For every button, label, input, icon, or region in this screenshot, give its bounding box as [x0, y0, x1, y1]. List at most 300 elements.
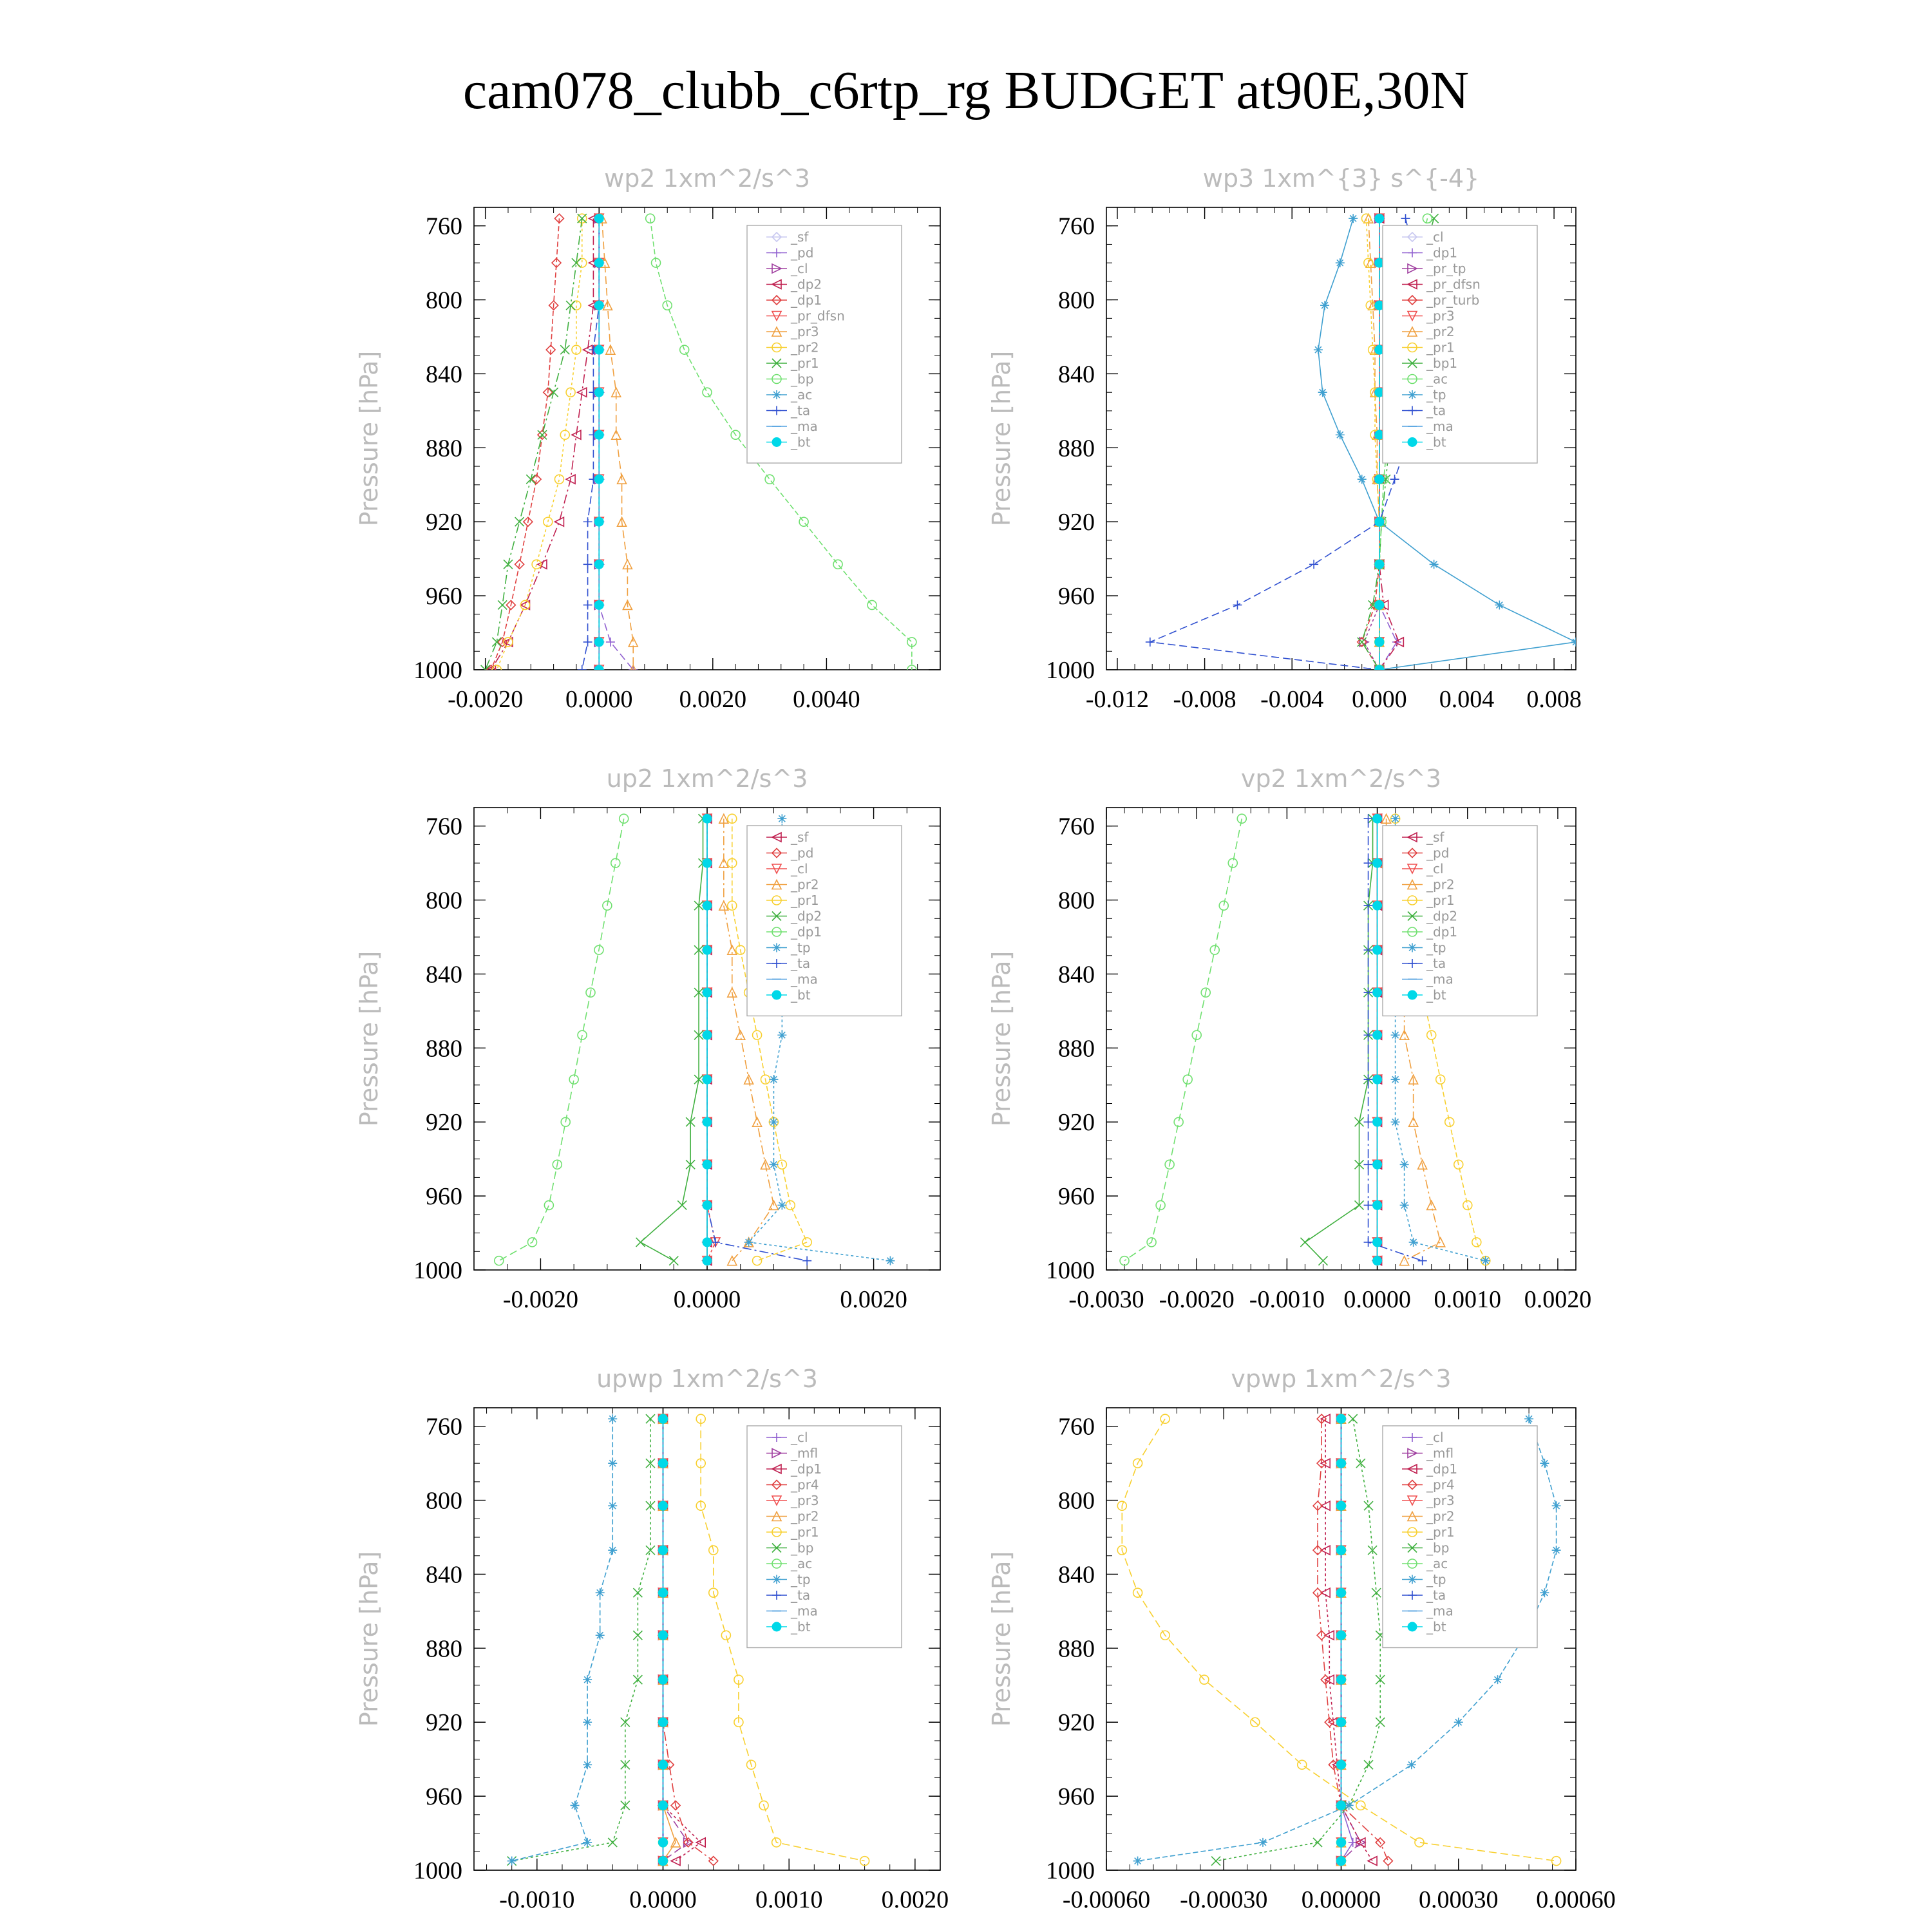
y-tick-label: 760: [1058, 813, 1095, 840]
data-point: [1364, 1238, 1373, 1247]
legend-entry: _pr4: [791, 1477, 819, 1493]
data-point: [1313, 1838, 1322, 1847]
data-point: [1211, 1857, 1220, 1866]
y-tick-label: 920: [1058, 1709, 1095, 1737]
y-axis-label: Pressure [hPa]: [987, 1551, 1016, 1727]
y-tick-label: 840: [426, 1561, 462, 1589]
legend-entry: _tp: [1426, 387, 1446, 402]
y-tick-label: 920: [426, 1709, 462, 1737]
data-point: [1300, 1238, 1309, 1247]
data-point: [1375, 665, 1384, 674]
legend-entry: _ma: [1426, 971, 1454, 987]
data-point: [646, 1414, 655, 1423]
x-tick-label: -0.00060: [1062, 1886, 1151, 1913]
data-point: [1373, 1256, 1382, 1265]
legend-entry: _cl: [791, 261, 808, 276]
data-point: [594, 665, 603, 674]
data-point: [636, 1238, 645, 1247]
data-point: [1298, 1760, 1307, 1769]
data-point: [1454, 1718, 1463, 1727]
legend-entry: _dp1: [791, 1461, 822, 1477]
data-point: [594, 600, 603, 609]
data-point: [633, 1631, 642, 1640]
legend-entry: _pr4: [1426, 1477, 1455, 1493]
y-tick-label: 880: [426, 435, 462, 462]
data-point: [721, 1631, 730, 1640]
y-tick-label: 800: [426, 887, 462, 914]
legend-entry: _pr2: [1426, 876, 1455, 893]
data-point: [1349, 1414, 1358, 1423]
data-point: [659, 1675, 668, 1684]
legend-entry: _tp: [1426, 1571, 1446, 1587]
data-point: [549, 388, 558, 397]
data-point: [1364, 1501, 1373, 1510]
data-point: [554, 517, 564, 526]
data-point: [711, 1238, 720, 1247]
legend-entry: _pr_dfsn: [791, 308, 845, 324]
y-tick-label: 1000: [413, 1257, 462, 1284]
data-point: [1463, 1200, 1472, 1209]
data-point: [669, 1256, 678, 1265]
y-tick-label: 760: [1058, 213, 1095, 240]
legend-entry: _ac: [1426, 371, 1448, 387]
legend-entry: _pr3: [791, 1493, 819, 1508]
data-point: [719, 901, 728, 910]
y-axis-label: Pressure [hPa]: [355, 350, 383, 527]
data-point: [1364, 814, 1373, 823]
data-point: [1233, 600, 1242, 609]
data-point: [1375, 600, 1384, 609]
legend-marker: [772, 990, 781, 999]
data-point: [1552, 1546, 1561, 1555]
data-point: [1481, 1256, 1490, 1265]
y-tick-label: 880: [1058, 1035, 1095, 1063]
y-tick-label: 1000: [413, 1857, 462, 1884]
y-tick-label: 960: [1058, 1783, 1095, 1811]
data-point: [1358, 475, 1367, 484]
data-point: [659, 1760, 668, 1769]
legend-entry: _dp2: [791, 908, 822, 924]
legend-entry: _mfl: [1426, 1445, 1454, 1461]
data-point: [1400, 1160, 1409, 1169]
data-point: [659, 1459, 668, 1468]
data-point: [1373, 1160, 1382, 1169]
legend-entry: _tp: [791, 1571, 811, 1587]
data-point: [765, 475, 774, 484]
legend-entry: _pr2: [1426, 324, 1455, 339]
x-tick-label: -0.00030: [1180, 1886, 1268, 1913]
x-tick-label: -0.0010: [499, 1886, 575, 1913]
data-point: [659, 1414, 668, 1423]
data-point: [1375, 475, 1384, 484]
legend: [1383, 826, 1537, 1016]
data-point: [583, 517, 592, 526]
y-tick-label: 960: [1058, 1183, 1095, 1211]
data-point: [594, 258, 603, 267]
data-point: [703, 1160, 712, 1169]
series-line-dp1: [499, 819, 624, 1260]
legend-entry: _pr1: [1426, 1524, 1455, 1540]
data-point: [594, 475, 603, 484]
data-point: [1373, 1075, 1382, 1084]
legend-box: [1383, 826, 1537, 1016]
data-point: [769, 1160, 778, 1169]
data-point: [1391, 1117, 1400, 1126]
series-line-bp: [512, 1419, 650, 1861]
series-line-dp2: [1305, 819, 1372, 1260]
legend-entry: _pr_dfsn: [1426, 276, 1481, 292]
data-point: [1391, 1075, 1400, 1084]
data-point: [1436, 1238, 1445, 1247]
y-tick-label: 960: [426, 1183, 462, 1211]
data-point: [659, 1718, 668, 1727]
data-point: [1376, 1718, 1385, 1727]
data-point: [1349, 214, 1358, 223]
panel-3: [355, 764, 940, 1313]
data-point: [1540, 1588, 1549, 1597]
legend-entry: _pr3: [791, 324, 819, 339]
legend-entry: _bt: [791, 434, 811, 450]
x-tick-label: -0.0030: [1068, 1286, 1144, 1313]
legend-entry: _bp: [1426, 1540, 1450, 1556]
legend-entry: _pr1: [1426, 339, 1455, 355]
data-point: [596, 1631, 605, 1640]
figure-title: cam078_clubb_c6rtp_rg BUDGET at90E,30N: [462, 61, 1470, 120]
legend-entry: _ac: [791, 387, 813, 402]
legend-entry: _cl: [791, 1430, 808, 1445]
legend-entry: _pr1: [791, 355, 819, 371]
data-point: [1337, 1414, 1346, 1423]
legend-entry: _sf: [1426, 829, 1444, 845]
data-point: [786, 1200, 795, 1209]
legend-entry: _pr_turb: [1426, 292, 1480, 308]
y-tick-label: 760: [426, 1413, 462, 1441]
panel-2: [987, 164, 1582, 713]
data-point: [608, 1459, 617, 1468]
data-point: [611, 858, 620, 867]
legend-marker: [1408, 390, 1417, 399]
data-point: [1373, 988, 1382, 997]
legend-entry: _cl: [1426, 1430, 1444, 1445]
data-point: [498, 600, 507, 609]
y-tick-label: 960: [1058, 583, 1095, 611]
legend-entry: _ma: [791, 1603, 818, 1619]
data-point: [594, 560, 603, 569]
legend-entry: _pr1: [791, 893, 819, 908]
data-point: [1356, 1459, 1365, 1468]
x-tick-label: 0.0020: [1524, 1286, 1592, 1313]
legend-entry: _ta: [791, 1587, 811, 1603]
data-point: [583, 1838, 592, 1847]
legend-entry: _bt: [791, 1619, 811, 1634]
data-point: [659, 1588, 668, 1597]
data-point: [608, 1546, 617, 1555]
y-axis-label: Pressure [hPa]: [355, 1551, 383, 1727]
legend-entry: _ta: [1426, 956, 1446, 971]
data-point: [1364, 1200, 1373, 1209]
data-point: [608, 1414, 617, 1423]
data-point: [769, 1117, 778, 1126]
data-point: [608, 1838, 617, 1847]
data-point: [777, 814, 786, 823]
panel-1: [355, 164, 940, 713]
data-point: [1524, 1414, 1533, 1423]
data-point: [1364, 1760, 1373, 1769]
data-point: [1373, 901, 1382, 910]
legend-entry: _pr3: [1426, 1493, 1455, 1508]
y-tick-label: 880: [1058, 435, 1095, 462]
legend-entry: _ma: [1426, 419, 1454, 434]
legend-entry: _pr2: [791, 339, 819, 355]
x-tick-label: 0.0020: [679, 686, 747, 713]
series-line-dp2: [491, 218, 593, 670]
data-point: [1337, 1501, 1346, 1510]
data-point: [1373, 1117, 1382, 1126]
series-line-pr4: [663, 1419, 714, 1861]
data-point: [769, 1075, 778, 1084]
data-point: [583, 1760, 592, 1769]
data-point: [1228, 858, 1237, 867]
data-point: [515, 517, 524, 526]
series-line-bp: [1216, 1419, 1380, 1861]
legend-marker: [1408, 438, 1417, 447]
legend-entry: _bt: [1426, 1619, 1446, 1634]
data-point: [594, 517, 603, 526]
panel-4: [987, 764, 1591, 1313]
y-tick-label: 880: [426, 1035, 462, 1063]
data-point: [1430, 560, 1439, 569]
legend-entry: _dp1: [791, 924, 822, 940]
y-tick-label: 800: [1058, 1487, 1095, 1515]
data-point: [659, 1501, 668, 1510]
y-tick-label: 920: [426, 509, 462, 536]
legend-entry: _cl: [1426, 861, 1444, 876]
data-point: [1320, 301, 1329, 310]
data-point: [1258, 1838, 1267, 1847]
data-point: [1364, 1160, 1373, 1169]
x-tick-label: 0.0010: [755, 1886, 823, 1913]
legend-entry: _pr2: [791, 876, 819, 893]
legend-box: [1383, 1426, 1537, 1648]
data-point: [1390, 475, 1399, 484]
legend: [1383, 1426, 1537, 1648]
y-axis-label: Pressure [hPa]: [355, 951, 383, 1127]
legend-entry: _cl: [791, 861, 808, 876]
data-point: [633, 1588, 642, 1597]
data-point: [1383, 1857, 1392, 1866]
data-point: [608, 1501, 617, 1510]
legend-entry: _ta: [1426, 1587, 1446, 1603]
legend-entry: _dp2: [1426, 908, 1458, 924]
data-point: [1375, 517, 1384, 526]
data-point: [703, 1238, 712, 1247]
data-point: [594, 301, 603, 310]
panel-title: upwp 1xm^2/s^3: [596, 1365, 818, 1393]
legend-entry: _tp: [1426, 940, 1446, 956]
y-tick-label: 960: [426, 1783, 462, 1811]
legend: [747, 826, 902, 1016]
data-point: [777, 1030, 786, 1039]
legend-entry: _ta: [791, 956, 811, 971]
legend-entry: _ta: [791, 402, 811, 419]
data-point: [1364, 858, 1373, 867]
data-point: [1571, 638, 1580, 647]
legend-entry: _bt: [791, 987, 811, 1003]
legend-entry: _bt: [1426, 434, 1446, 450]
y-tick-label: 880: [1058, 1635, 1095, 1663]
legend-entry: _dp1: [791, 292, 822, 308]
data-point: [1337, 1857, 1346, 1866]
y-tick-label: 920: [1058, 509, 1095, 536]
data-point: [583, 1718, 592, 1727]
series-line-dp1: [1124, 819, 1242, 1260]
legend-marker: [772, 1575, 781, 1584]
data-point: [1318, 1256, 1327, 1265]
legend-entry: _ac: [791, 1556, 813, 1571]
x-tick-label: 0.00000: [1301, 1886, 1381, 1913]
data-point: [802, 1256, 811, 1265]
data-point: [1373, 1030, 1382, 1039]
data-point: [1146, 638, 1155, 647]
data-point: [703, 388, 712, 397]
legend-entry: _dp1: [1426, 924, 1458, 940]
legend-entry: _pr1: [791, 1524, 819, 1540]
legend-entry: _sf: [791, 229, 809, 245]
legend-entry: _pr2: [1426, 1508, 1455, 1524]
legend-box: [747, 826, 902, 1016]
x-tick-label: 0.0020: [840, 1286, 907, 1313]
data-point: [703, 945, 712, 954]
panel-6: [987, 1365, 1616, 1913]
data-point: [1375, 214, 1384, 223]
legend: [1383, 225, 1537, 463]
legend-marker: [772, 943, 781, 952]
x-tick-label: -0.0020: [502, 1286, 579, 1313]
data-point: [1309, 560, 1318, 569]
x-tick-label: 0.00060: [1536, 1886, 1616, 1913]
panel-title: wp2 1xm^2/s^3: [604, 164, 810, 193]
data-point: [703, 858, 712, 867]
data-point: [1337, 1718, 1346, 1727]
data-point: [578, 665, 587, 674]
y-axis-label: Pressure [hPa]: [987, 350, 1016, 527]
legend-entry: _pr3: [1426, 308, 1455, 324]
data-point: [1373, 1238, 1382, 1247]
data-point: [1401, 214, 1410, 223]
legend-entry: _dp1: [1426, 245, 1458, 261]
data-point: [1472, 1238, 1481, 1247]
x-tick-label: 0.0020: [881, 1886, 949, 1913]
x-tick-label: 0.0000: [565, 686, 633, 713]
data-point: [507, 1857, 516, 1866]
data-point: [659, 1546, 668, 1555]
panel-title: up2 1xm^2/s^3: [606, 764, 808, 793]
data-point: [703, 1200, 712, 1209]
data-point: [703, 1075, 712, 1084]
data-point: [659, 1801, 668, 1810]
series-line-dp1: [663, 1419, 701, 1861]
data-point: [1373, 814, 1382, 823]
y-tick-label: 840: [426, 961, 462, 989]
data-point: [1391, 1030, 1400, 1039]
data-point: [504, 560, 513, 569]
data-point: [659, 1631, 668, 1640]
x-tick-label: 0.0040: [793, 686, 860, 713]
legend-entry: _ma: [791, 971, 818, 987]
data-point: [1318, 388, 1327, 397]
legend-entry: _pd: [791, 245, 814, 261]
data-point: [777, 1200, 786, 1209]
data-point: [1337, 1760, 1346, 1769]
data-point: [1337, 1801, 1346, 1810]
x-tick-label: 0.000: [1352, 686, 1407, 713]
data-point: [1373, 945, 1382, 954]
legend-marker: [772, 390, 781, 399]
panel-title: vp2 1xm^2/s^3: [1240, 764, 1442, 793]
legend-entry: _tp: [791, 940, 811, 956]
legend-entry: _ma: [1426, 1603, 1454, 1619]
legend-marker: [772, 1622, 781, 1631]
data-point: [1337, 1838, 1346, 1847]
y-tick-label: 1000: [413, 657, 462, 684]
data-point: [594, 388, 603, 397]
legend-marker: [1408, 990, 1417, 999]
legend-box: [747, 225, 902, 463]
data-point: [1336, 258, 1345, 267]
x-tick-label: 0.008: [1526, 686, 1582, 713]
series-line-pr4: [1318, 1419, 1388, 1861]
data-point: [753, 1117, 762, 1126]
data-point: [569, 1075, 578, 1084]
y-tick-label: 760: [426, 213, 462, 240]
data-point: [544, 1200, 553, 1209]
data-point: [703, 901, 712, 910]
legend-entry: _pr1: [1426, 893, 1455, 908]
y-tick-label: 840: [426, 361, 462, 388]
legend-entry: _dp1: [1426, 1461, 1458, 1477]
data-point: [1356, 1801, 1365, 1810]
legend-entry: _bt: [1426, 987, 1446, 1003]
data-point: [583, 560, 592, 569]
data-point: [703, 814, 712, 823]
data-point: [1445, 1117, 1454, 1126]
panel-title: wp3 1xm^{3} s^{-4}: [1202, 164, 1480, 193]
y-tick-label: 880: [426, 1635, 462, 1663]
data-point: [1368, 1857, 1377, 1866]
data-point: [1493, 1675, 1502, 1684]
legend-marker: [1408, 1575, 1417, 1584]
legend-entry: _dp2: [791, 276, 822, 292]
legend-entry: _mfl: [791, 1445, 819, 1461]
y-tick-label: 1000: [1046, 1857, 1095, 1884]
data-point: [1418, 1256, 1427, 1265]
data-point: [833, 560, 842, 569]
y-tick-label: 800: [426, 287, 462, 314]
x-tick-label: -0.0020: [1159, 1286, 1235, 1313]
data-point: [1337, 1588, 1346, 1597]
data-point: [1183, 1075, 1192, 1084]
legend-box: [747, 1426, 902, 1648]
y-tick-label: 920: [426, 1109, 462, 1137]
data-point: [1337, 1675, 1346, 1684]
legend-entry: _pr_tp: [1426, 261, 1466, 276]
legend-marker: [1408, 943, 1417, 952]
data-point: [1407, 1760, 1416, 1769]
y-tick-label: 840: [1058, 961, 1095, 989]
data-point: [886, 1256, 895, 1265]
data-point: [1373, 1200, 1382, 1209]
data-point: [1364, 1117, 1373, 1126]
